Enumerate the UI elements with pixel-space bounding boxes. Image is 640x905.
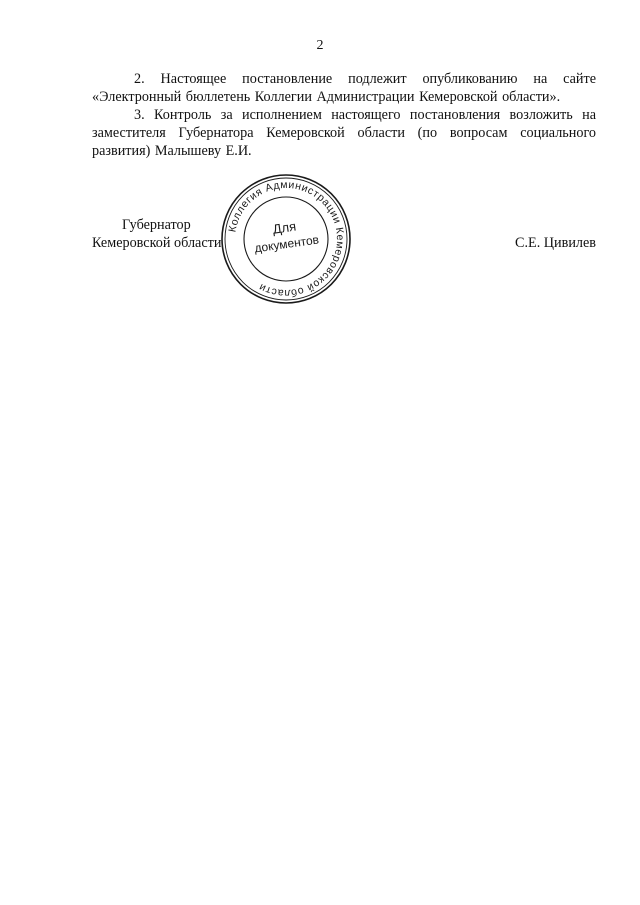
stamp-center (251, 216, 320, 256)
stamp-center-line1: Для (271, 218, 298, 237)
signatory-position-line1: Губернатор (122, 217, 191, 233)
official-stamp (219, 172, 353, 306)
stamp-ring-text: Коллегия Администрации Кемеровской области (226, 178, 347, 300)
page-number: 2 (316, 38, 324, 53)
stamp-center-line2: документов (253, 232, 320, 256)
stamp-graphic (219, 172, 353, 306)
paragraph-control: 3. Контроль за исполнением настоящего постановления возложить на заместителя Губернатора Кемеровской области (по вопросам социального развития) Малышеву Е.И. (92, 107, 596, 159)
paragraph-publication: 2. Настоящее постановление подлежит опубликованию на сайте «Электронный бюллетень Коллегии Администрации Кемеровской области». (92, 71, 596, 105)
signatory-position-line2: Кемеровской области (92, 235, 222, 251)
document-body (92, 70, 596, 160)
signatory-name: С.Е. Цивилев (515, 235, 596, 251)
